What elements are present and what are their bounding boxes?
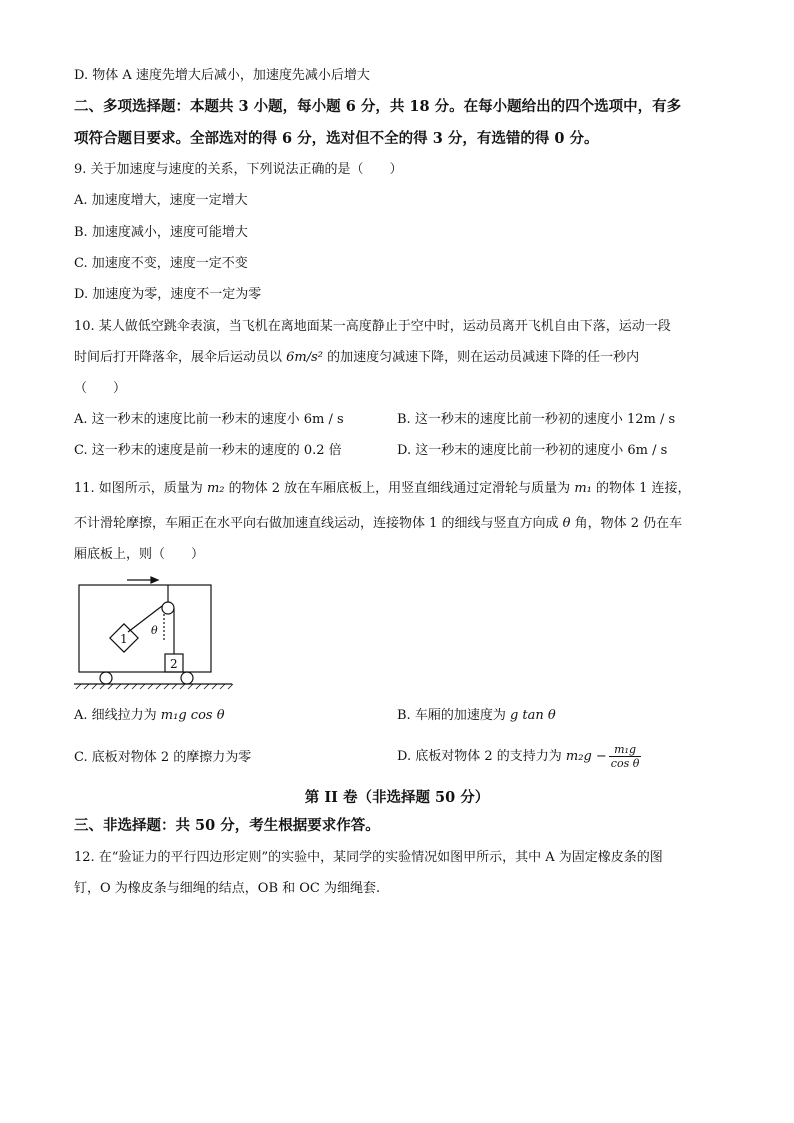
q10-option-b: B. 这一秒末的速度比前一秒初的速度小 12m / s xyxy=(397,412,676,427)
q10-option-c: C. 这一秒末的速度是前一秒末的速度的 0.2 倍 xyxy=(74,443,342,458)
q11-text-c: 的物体 1 连接， xyxy=(591,481,691,496)
q12-stem-line2: 钉，O 为橡皮条与细绳的结点，OB 和 OC 为细绳套. xyxy=(74,881,381,896)
q11-text-a: 11. 如图所示，质量为 xyxy=(74,481,207,496)
q9-stem: 9. 关于加速度与速度的关系，下列说法正确的是（ ） xyxy=(74,162,403,177)
ground-hatch xyxy=(76,684,233,689)
q11-figure xyxy=(72,572,234,690)
q11-option-d xyxy=(397,740,641,774)
q10-text-b: 的加速度匀减速下降，则在运动员减速下降的任一秒内 xyxy=(323,350,640,365)
part2-heading: 第 II 卷（非选择题 50 分） xyxy=(304,789,490,806)
section2-heading-line2: 项符合题目要求。全部选对的得 6 分，选对但不全的得 3 分，有选错的得 0 分。 xyxy=(74,130,599,147)
block2-label: 2 xyxy=(170,657,178,671)
q11b-formula: g tan θ xyxy=(509,708,556,723)
pulley xyxy=(162,602,174,614)
q8-option-d: D. 物体 A 速度先增大后减小，加速度先减小后增大 xyxy=(74,68,370,83)
motion-arrow-head xyxy=(151,577,158,583)
q11d-fraction xyxy=(609,743,642,770)
q11d-text: D. 底板对物体 2 的支持力为 xyxy=(397,749,566,764)
q9-option-d: D. 加速度为零，速度不一定为零 xyxy=(74,287,262,302)
angle-label: θ xyxy=(151,624,158,637)
q11-stem-line2 xyxy=(74,516,682,532)
q11-m1: m₁ xyxy=(574,481,592,496)
q11d-formula: m₂g − xyxy=(565,749,607,764)
q9-option-c: C. 加速度不变，速度一定不变 xyxy=(74,256,248,271)
q10-option-a: A. 这一秒末的速度比前一秒末的速度小 6m / s xyxy=(74,412,344,427)
car-body xyxy=(79,585,211,672)
q11a-text: A. 细线拉力为 xyxy=(74,708,161,723)
q10-answer-brackets: （ ） xyxy=(74,381,127,396)
q11-text-d: 不计滑轮摩擦，车厢正在水平向右做加速直线运动，连接物体 1 的细线与竖直方向成 xyxy=(74,516,563,531)
q11-option-c: C. 底板对物体 2 的摩擦力为零 xyxy=(74,750,252,765)
section3-heading: 三、非选择题：共 50 分，考生根据要求作答。 xyxy=(74,817,380,834)
q11-theta: θ xyxy=(562,516,571,531)
wheel-left xyxy=(100,672,112,684)
q11-m2: m₂ xyxy=(206,481,225,496)
q11d-numerator: m₁g xyxy=(609,743,642,757)
q11d-denominator: cos θ xyxy=(610,757,640,770)
q10-option-d: D. 这一秒末的速度比前一秒初的速度小 6m / s xyxy=(397,443,668,458)
q12-stem-line1: 12. 在“验证力的平行四边形定则”的实验中，某同学的实验情况如图甲所示，其中 A 为固定橡皮条的图 xyxy=(74,850,663,865)
q9-option-a: A. 加速度增大，速度一定增大 xyxy=(74,193,248,208)
q11-stem-line3: 厢底板上，则（ ） xyxy=(74,547,205,562)
q11-stem-line1 xyxy=(74,481,691,497)
q10-accel-value: 6m/s² xyxy=(286,350,324,365)
q10-stem-line1: 10. 某人做低空跳伞表演，当飞机在离地面某一高度静止于空中时，运动员离开飞机自由下落，运动一段 xyxy=(74,319,671,334)
q11-text-b: 的物体 2 放在车厢底板上，用竖直细线通过定滑轮与质量为 xyxy=(224,481,575,496)
q11-option-b xyxy=(397,708,556,724)
q10-text-a: 时间后打开降落伞，展伞后运动员以 xyxy=(74,350,287,365)
q11-text-e: 角，物体 2 仍在车 xyxy=(570,516,683,531)
q11a-formula: m₁g cos θ xyxy=(160,708,225,723)
q11b-text: B. 车厢的加速度为 xyxy=(397,708,510,723)
q10-stem-line2 xyxy=(74,350,639,366)
wheel-right xyxy=(181,672,193,684)
block1-label: 1 xyxy=(120,632,128,646)
section2-heading-line1: 二、多项选择题：本题共 3 小题，每小题 6 分，共 18 分。在每小题给出的四个选项中，有多 xyxy=(74,98,682,115)
q11-option-a xyxy=(74,708,225,724)
q9-option-b: B. 加速度减小，速度可能增大 xyxy=(74,225,248,240)
